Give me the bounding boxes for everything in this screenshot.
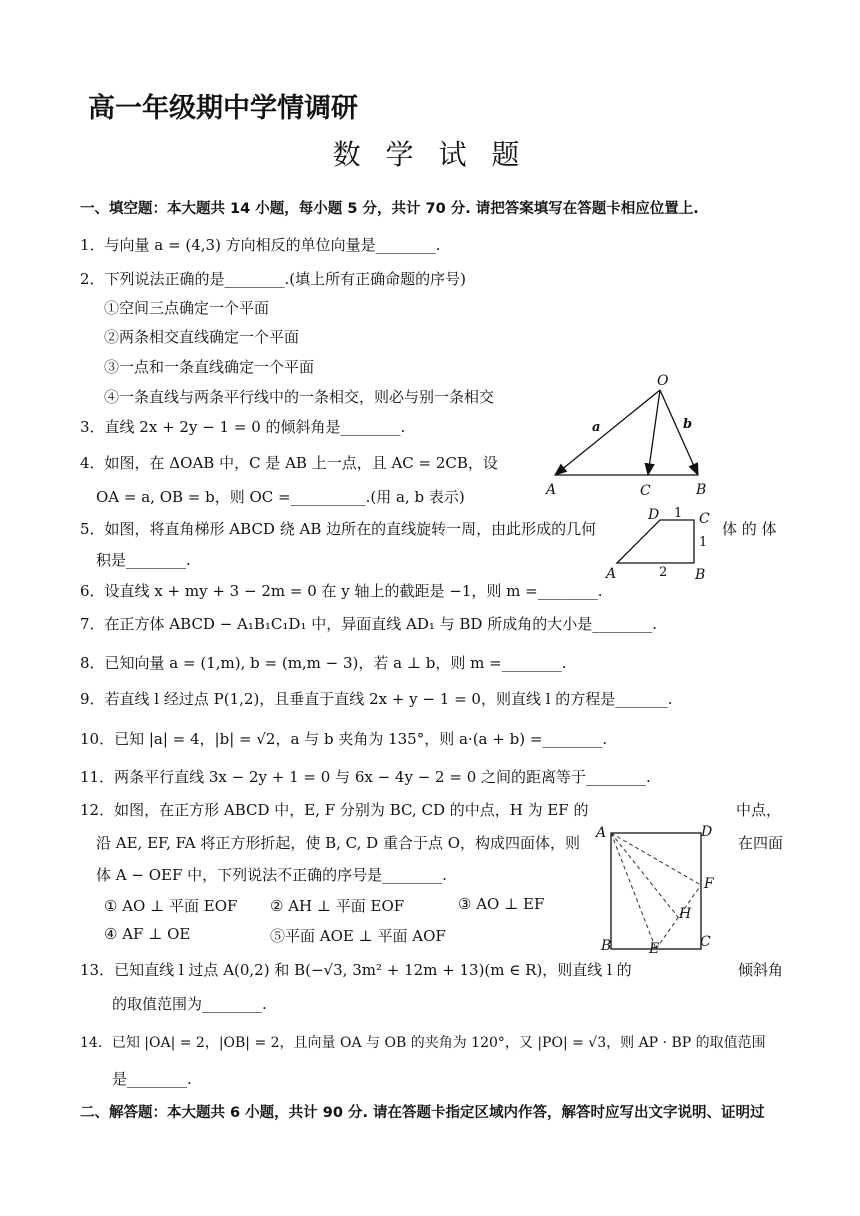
vector-oc-arrow [648,390,660,475]
question-2-option-1: ①空间三点确定一个平面 [104,299,270,317]
label-c: C [699,511,710,527]
question-14-line-1: 14．已知 |OA| = 2，|OB| = 2，且向量 OA 与 OB 的夹角为 120°，又 |PO| = √3，则 AP · BP 的取值范围 [80,1035,766,1051]
question-12-option-1: ① AO ⊥ 平面 EOF [104,897,238,915]
label-a: A [596,825,607,841]
question-5-line-1: 5．如图，将直角梯形 ABCD 绕 AB 边所在的直线旋转一周，由此形成的几何 [80,520,597,538]
label-b: B [601,938,612,954]
question-13-continuation: 倾斜角 [738,961,784,979]
question-12-option-5: ⑤平面 AOE ⊥ 平面 AOF [270,927,446,945]
question-4-line-1: 4．如图，在 ΔOAB 中，C 是 AB 上一点，且 AC = 2CB，设 [80,454,498,472]
question-11: 11．两条平行直线 3x − 2y + 1 = 0 与 6x − 4y − 2 = 0 之间的距离等于________. [80,768,651,786]
question-8: 8．已知向量 a = (1,m), b = (m,m − 3)，若 a ⊥ b，则 m =________. [80,654,567,672]
label-a: A [546,482,557,498]
label-right-length: 1 [699,535,708,550]
question-12-line-2: 沿 AE, EF, FA 将正方形折起，使 B, C, D 重合于点 O，构成四面体，则 [96,834,581,852]
label-c: C [640,483,651,499]
question-6: 6．设直线 x + my + 3 − 2m = 0 在 y 轴上的截距是 −1，则 m =________. [80,582,603,600]
question-12-option-4: ④ AF ⊥ OE [104,925,191,943]
question-12-continuation-1: 中点， [736,801,782,819]
question-13-line-2: 的取值范围为________. [112,995,267,1013]
vector-oa-arrow [555,390,660,475]
triangle-oab-figure [540,370,720,500]
question-12-continuation-2: 在四面 [738,834,784,852]
segment-af [611,833,701,885]
label-vector-a: a [592,420,601,435]
question-2-option-3: ③一点和一条直线确定一个平面 [104,358,315,376]
label-d: D [648,507,660,523]
section2-heading: 二、解答题：本大题共 6 小题，共计 90 分. 请在答题卡指定区域内作答，解答时应写出文字说明、证明过 [80,1105,765,1121]
question-3: 3．直线 2x + 2y − 1 = 0 的倾斜角是________. [80,418,406,436]
trapezoid-abcd-figure [600,505,720,585]
label-h: H [679,906,692,922]
section1-heading: 一、填空题：本大题共 14 小题，每小题 5 分，共计 70 分. 请把答案填写在答题卡相应位置上. [80,201,699,217]
question-12-line-3: 体 A − OEF 中，下列说法不正确的序号是________. [96,866,447,884]
label-vector-b: b [683,417,693,432]
paper-title: 数 学 试 题 [332,138,528,171]
question-1: 1．与向量 a = (4,3) 方向相反的单位向量是________. [80,236,441,254]
label-b: B [696,482,707,498]
school-title: 高一年级期中学情调研 [88,93,358,124]
question-13-line-1: 13．已知直线 l 过点 A(0,2) 和 B(−√3, 3m² + 12m + 13)(m ∈ R)，则直线 l 的 [80,961,632,979]
question-5-line-2: 积是________. [96,551,191,569]
label-o: O [657,373,669,389]
segment-ae [611,833,656,949]
question-2-option-2: ②两条相交直线确定一个平面 [104,328,300,346]
label-e: E [649,941,660,957]
question-14-line-2: 是________. [112,1070,192,1088]
question-10: 10．已知 |a| = 4，|b| = √2，a 与 b 夹角为 135°，则 a·(a + b) =________. [80,730,608,748]
label-a: A [606,566,617,582]
question-2-option-4: ④一条直线与两条平行线中的一条相交，则必与别一条相交 [104,388,495,406]
square-abcd-figure [590,815,730,960]
question-2: 2．下列说法正确的是________.(填上所有正确命题的序号) [80,270,467,288]
label-top-length: 1 [674,506,683,521]
label-f: F [704,876,714,892]
question-5-continuation: 体 的 体 [722,520,777,538]
trapezoid-outline [617,520,694,563]
question-7: 7．在正方体 ABCD − A₁B₁C₁D₁ 中，异面直线 AD₁ 与 BD 所成角的大小是________. [80,615,657,633]
question-12-option-2: ② AH ⊥ 平面 EOF [270,897,405,915]
question-4-line-2: OA = a, OB = b，则 OC =__________.(用 a, b 表示) [96,488,465,506]
label-c: C [700,934,711,950]
question-12-option-3: ③ AO ⊥ EF [458,895,545,913]
label-b: B [695,567,706,583]
vector-ob-arrow [660,390,698,475]
question-12-line-1: 12．如图，在正方形 ABCD 中，E, F 分别为 BC, CD 的中点，H 为 EF 的 [80,801,589,819]
label-bottom-length: 2 [659,565,668,580]
segment-ah [611,833,678,917]
question-9: 9．若直线 l 经过点 P(1,2)，且垂直于直线 2x + y − 1 = 0，则直线 l 的方程是_______. [80,690,673,708]
label-d: D [701,824,713,840]
